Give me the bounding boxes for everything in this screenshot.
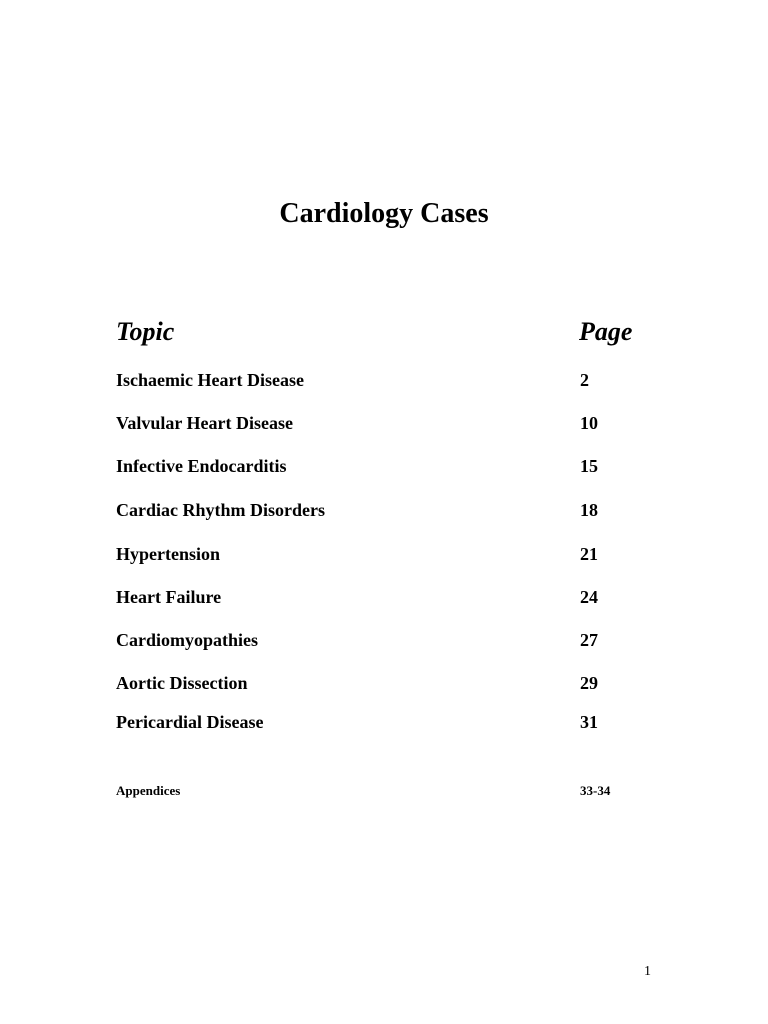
toc-page: 2: [580, 370, 589, 390]
toc-row: [116, 497, 676, 523]
toc-page: 18: [580, 500, 598, 520]
toc-page: 15: [580, 456, 598, 476]
toc-row-appendices: [116, 781, 676, 801]
toc-topic: Infective Endocarditis: [116, 456, 287, 476]
toc-page: 31: [580, 712, 598, 732]
toc-page: 29: [580, 673, 598, 693]
toc-page: 27: [580, 630, 598, 650]
toc-topic: Heart Failure: [116, 587, 222, 607]
toc-topic: Ischaemic Heart Disease: [116, 370, 304, 390]
toc-page: 10: [580, 413, 598, 433]
toc-row: [116, 541, 676, 567]
toc-row: [116, 627, 676, 653]
toc-page: 21: [580, 544, 598, 564]
toc-topic: Cardiomyopathies: [116, 630, 259, 650]
toc-row: [116, 453, 676, 479]
page-number: 1: [644, 964, 651, 979]
toc-topic: Cardiac Rhythm Disorders: [116, 500, 325, 520]
toc-row: [116, 584, 676, 610]
toc-topic: Aortic Dissection: [116, 673, 248, 693]
page-column-header: Page: [579, 317, 633, 346]
toc-topic: Valvular Heart Disease: [116, 413, 293, 433]
toc-row: [116, 410, 676, 436]
topic-column-header: Topic: [116, 317, 175, 346]
toc-topic: Hypertension: [116, 544, 221, 564]
toc-row: [116, 367, 676, 393]
document-title: Cardiology Cases: [279, 198, 489, 229]
toc-page: 24: [580, 587, 598, 607]
toc-row: [116, 709, 676, 735]
toc-topic: Appendices: [116, 783, 181, 798]
toc-row: [116, 670, 676, 696]
toc-page: 33-34: [580, 783, 611, 798]
toc-topic: Pericardial Disease: [116, 712, 264, 732]
